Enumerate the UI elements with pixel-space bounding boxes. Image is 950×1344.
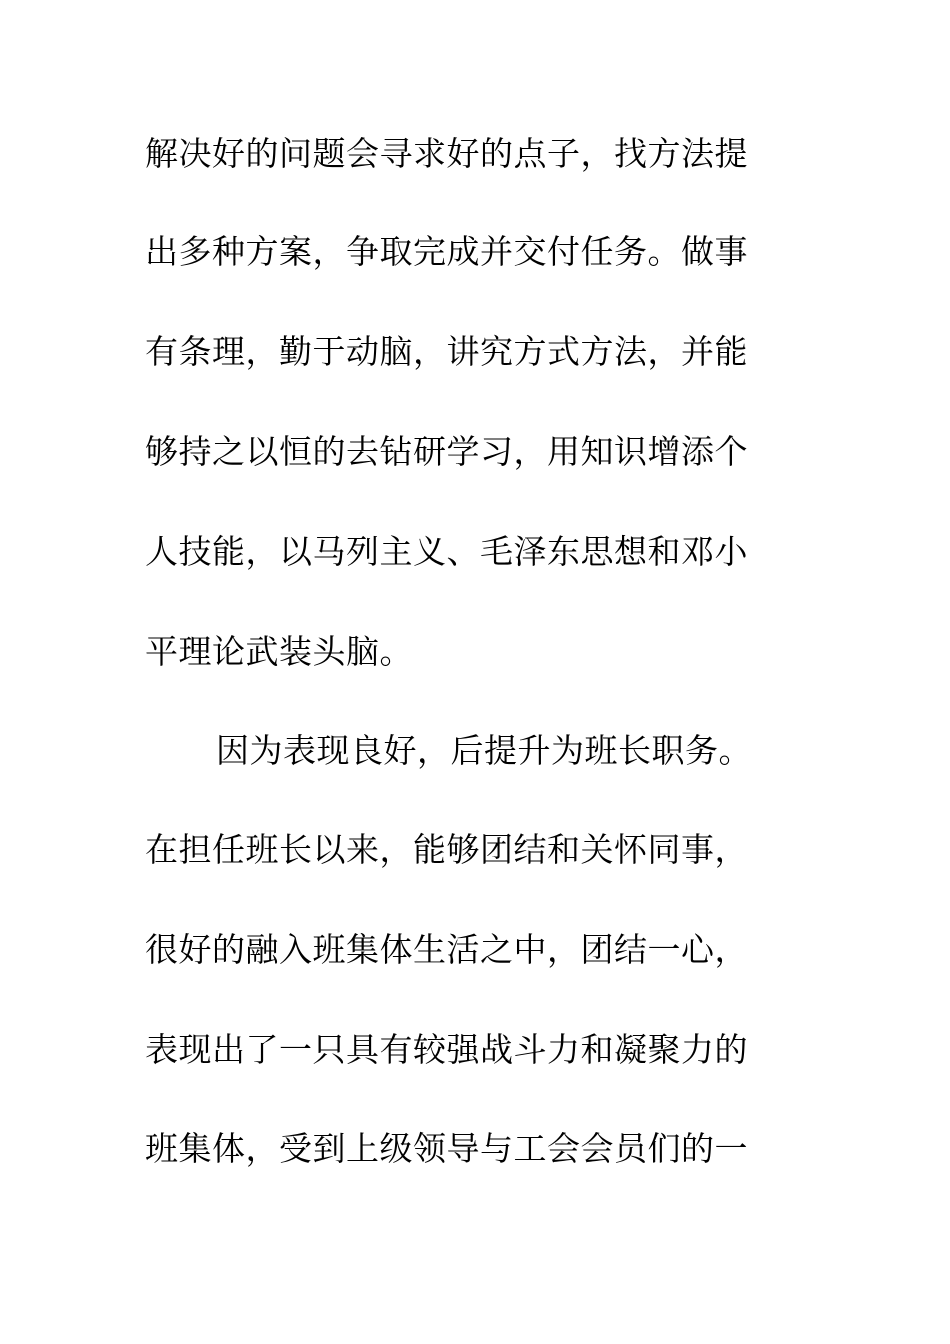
paragraph-line: 有条理，勤于动脑，讲究方式方法，并能 bbox=[145, 332, 748, 371]
paragraph-line: 表现出了一只具有较强战斗力和凝聚力的 bbox=[145, 1030, 748, 1069]
paragraph-line: 在担任班长以来，能够团结和关怀同事， bbox=[145, 830, 748, 869]
paragraph-line: 很好的融入班集体生活之中，团结一心， bbox=[145, 930, 748, 969]
paragraph-first-line: 因为表现良好，后提升为班长职务。 bbox=[216, 731, 752, 770]
paragraph-line: 班集体，受到上级领导与工会会员们的一 bbox=[145, 1129, 748, 1168]
paragraph-line: 平理论武装头脑。 bbox=[145, 632, 413, 671]
paragraph-line: 人技能，以马列主义、毛泽东思想和邓小 bbox=[145, 532, 748, 571]
paragraph-line: 够持之以恒的去钻研学习，用知识增添个 bbox=[145, 432, 748, 471]
paragraph-line: 出多种方案，争取完成并交付任务。做事 bbox=[145, 232, 748, 271]
paragraph-line: 解决好的问题会寻求好的点子，找方法提 bbox=[145, 134, 748, 173]
